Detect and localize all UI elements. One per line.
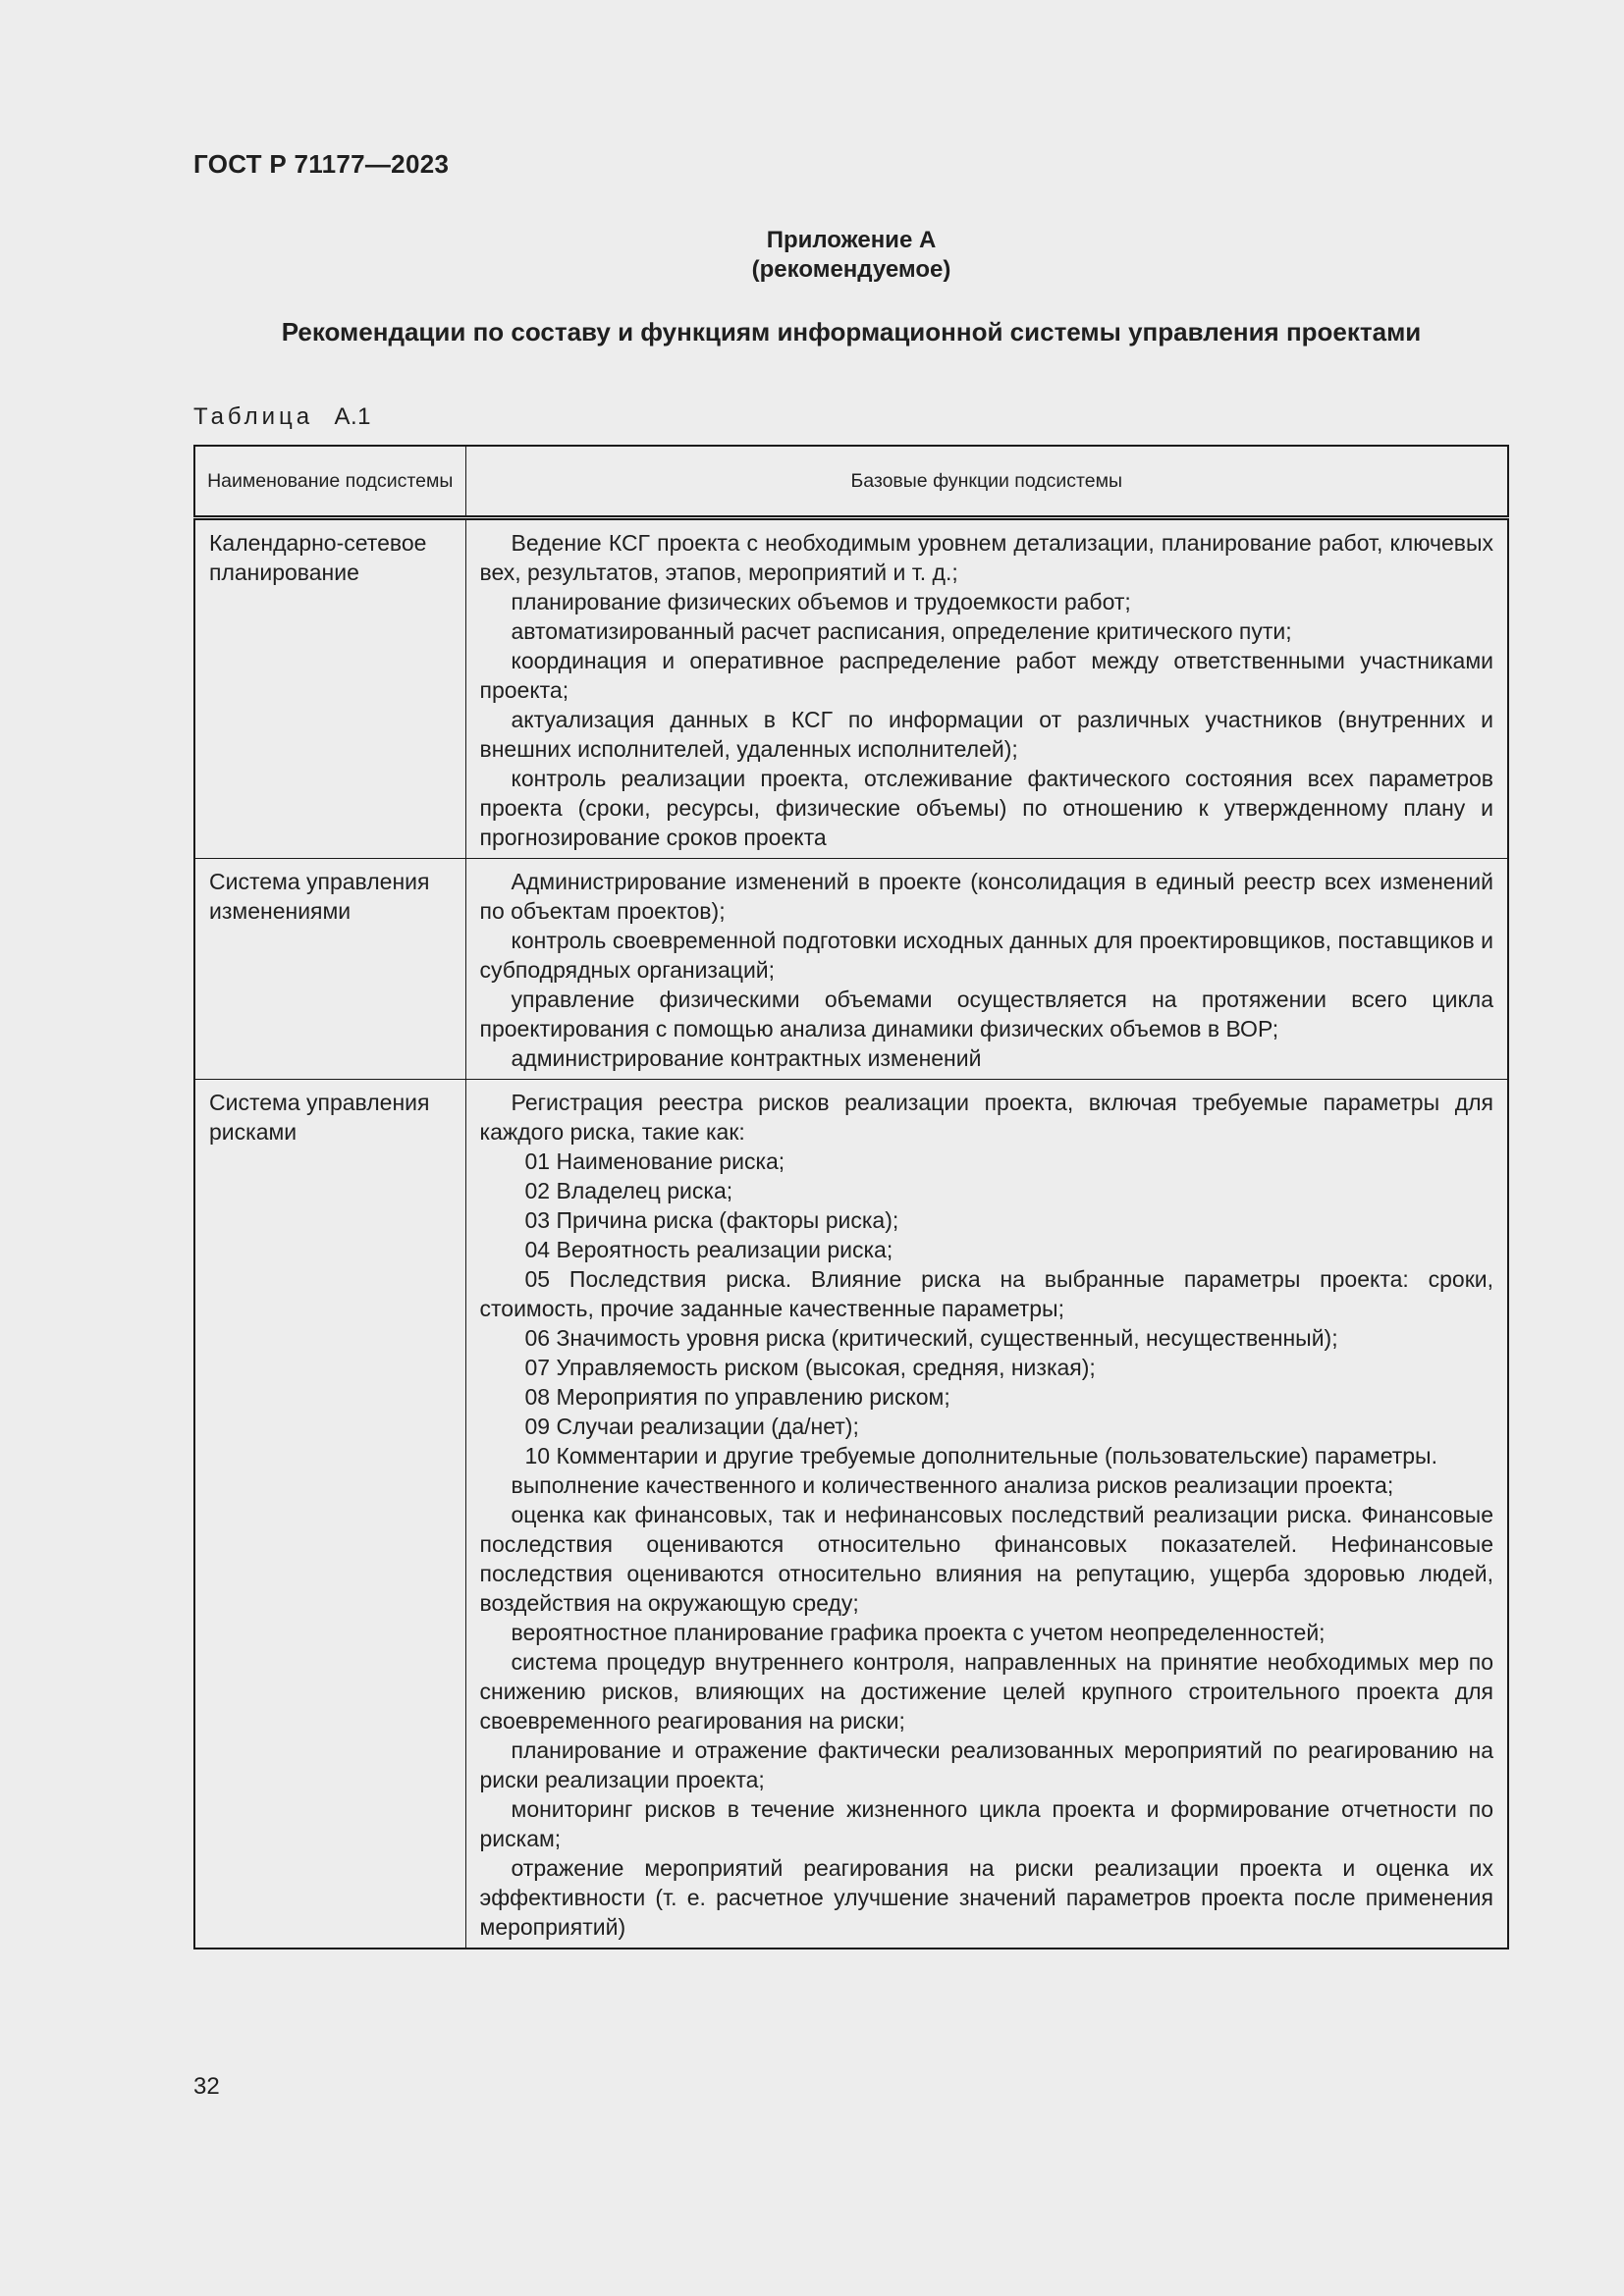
function-paragraph: система процедур внутреннего контроля, направленных на принятие необходимых мер по снижению рисков, влияющих на достижение целей крупного строительного проекта для своевременного реагирования на риски;: [479, 1649, 1493, 1734]
risk-parameter-item: 03 Причина риска (факторы риска);: [524, 1207, 899, 1233]
appendix-heading: [0, 226, 1624, 285]
subsystem-functions: [465, 1080, 1508, 1949]
function-paragraph: контроль реализации проекта, отслеживание фактического состояния всех параметров проекта (сроки, ресурсы, физические объемы) по отношению к утвержденному плану и прогнозирование сроков проекта: [479, 766, 1493, 850]
subsystem-name: Система управления изменениями: [194, 859, 465, 1080]
subsystems-table: [193, 445, 1509, 1949]
function-paragraph: контроль своевременной подготовки исходных данных для проектировщиков, поставщиков и субподрядных организаций;: [479, 928, 1493, 983]
function-paragraph: вероятностное планирование графика проекта с учетом неопределенностей;: [511, 1620, 1326, 1645]
function-paragraph: оценка как финансовых, так и нефинансовых последствий реализации риска. Финансовые последствия оцениваются относительно финансовых показателей. Нефинансовые последствия оцениваются относительно влияния на репутацию, ущерба здоровью людей, воздействия на окружающую среду;: [479, 1502, 1493, 1616]
function-paragraph: планирование физических объемов и трудоемкости работ;: [511, 589, 1131, 614]
function-paragraph: автоматизированный расчет расписания, определение критического пути;: [511, 618, 1292, 644]
function-paragraph: планирование и отражение фактически реализованных мероприятий по реагированию на риски реализации проекта;: [479, 1737, 1493, 1792]
table-caption: [193, 403, 371, 431]
subsystem-functions: [465, 518, 1508, 859]
table-row: [194, 1080, 1508, 1949]
function-paragraph: мониторинг рисков в течение жизненного цикла проекта и формирование отчетности по рискам;: [479, 1796, 1493, 1851]
table-header-row: [194, 446, 1508, 518]
risk-parameter-item: 10 Комментарии и другие требуемые дополнительные (пользовательские) параметры.: [524, 1443, 1437, 1468]
table-caption-number: А.1: [334, 403, 371, 430]
function-paragraph: координация и оперативное распределение работ между ответственными участниками проекта;: [479, 648, 1493, 703]
document-code: ГОСТ Р 71177—2023: [193, 149, 450, 179]
header-subsystem-name: Наименование подсистемы: [194, 446, 465, 518]
function-paragraph: Администрирование изменений в проекте (консолидация в единый реестр всех изменений по объектам проектов);: [479, 869, 1493, 924]
appendix-title: Приложение А: [766, 227, 937, 253]
risk-parameter-item: 09 Случаи реализации (да/нет);: [524, 1414, 859, 1439]
function-paragraph: актуализация данных в КСГ по информации от различных участников (внутренних и внешних исполнителей, удаленных исполнителей);: [479, 707, 1493, 762]
appendix-status: (рекомендуемое): [751, 256, 951, 283]
page-number: 32: [193, 2073, 220, 2100]
risk-parameter-item: 01 Наименование риска;: [524, 1148, 785, 1174]
function-paragraph: выполнение качественного и количественного анализа рисков реализации проекта;: [511, 1472, 1394, 1498]
function-paragraph: Ведение КСГ проекта с необходимым уровнем детализации, планирование работ, ключевых вех, результатов, этапов, мероприятий и т. д.;: [479, 530, 1493, 585]
risk-parameter-item: 07 Управляемость риском (высокая, средняя, низкая);: [524, 1355, 1096, 1380]
function-paragraph: Регистрация реестра рисков реализации проекта, включая требуемые параметры для каждого риска, такие как:: [479, 1090, 1493, 1145]
header-basic-functions: Базовые функции подсистемы: [465, 446, 1508, 518]
subsystem-functions: [465, 859, 1508, 1080]
risk-parameter-item: 06 Значимость уровня риска (критический, существенный, несущественный);: [524, 1325, 1338, 1351]
table-caption-word: Таблица: [193, 403, 314, 430]
table-row: [194, 518, 1508, 859]
table-row: [194, 859, 1508, 1080]
risk-parameter-item: 02 Владелец риска;: [524, 1178, 733, 1203]
risk-parameter-item: 05 Последствия риска. Влияние риска на выбранные параметры проекта: сроки, стоимость, прочие заданные качественные параметры;: [479, 1266, 1493, 1321]
risk-parameter-item: 04 Вероятность реализации риска;: [524, 1237, 893, 1262]
subsystem-name: Система управления рисками: [194, 1080, 465, 1949]
function-paragraph: отражение мероприятий реагирования на риски реализации проекта и оценка их эффективности (т. е. расчетное улучшение значений параметров проекта после применения мероприятий): [479, 1855, 1493, 1940]
function-paragraph: управление физическими объемами осуществляется на протяжении всего цикла проектирования с помощью анализа динамики физических объемов в ВОР;: [479, 987, 1493, 1041]
section-title: Рекомендации по составу и функциям информационной системы управления проектами: [281, 317, 1422, 347]
function-paragraph: администрирование контрактных изменений: [511, 1045, 982, 1071]
risk-parameter-item: 08 Мероприятия по управлению риском;: [524, 1384, 950, 1410]
subsystem-name: Календарно-сетевое планирование: [194, 518, 465, 859]
